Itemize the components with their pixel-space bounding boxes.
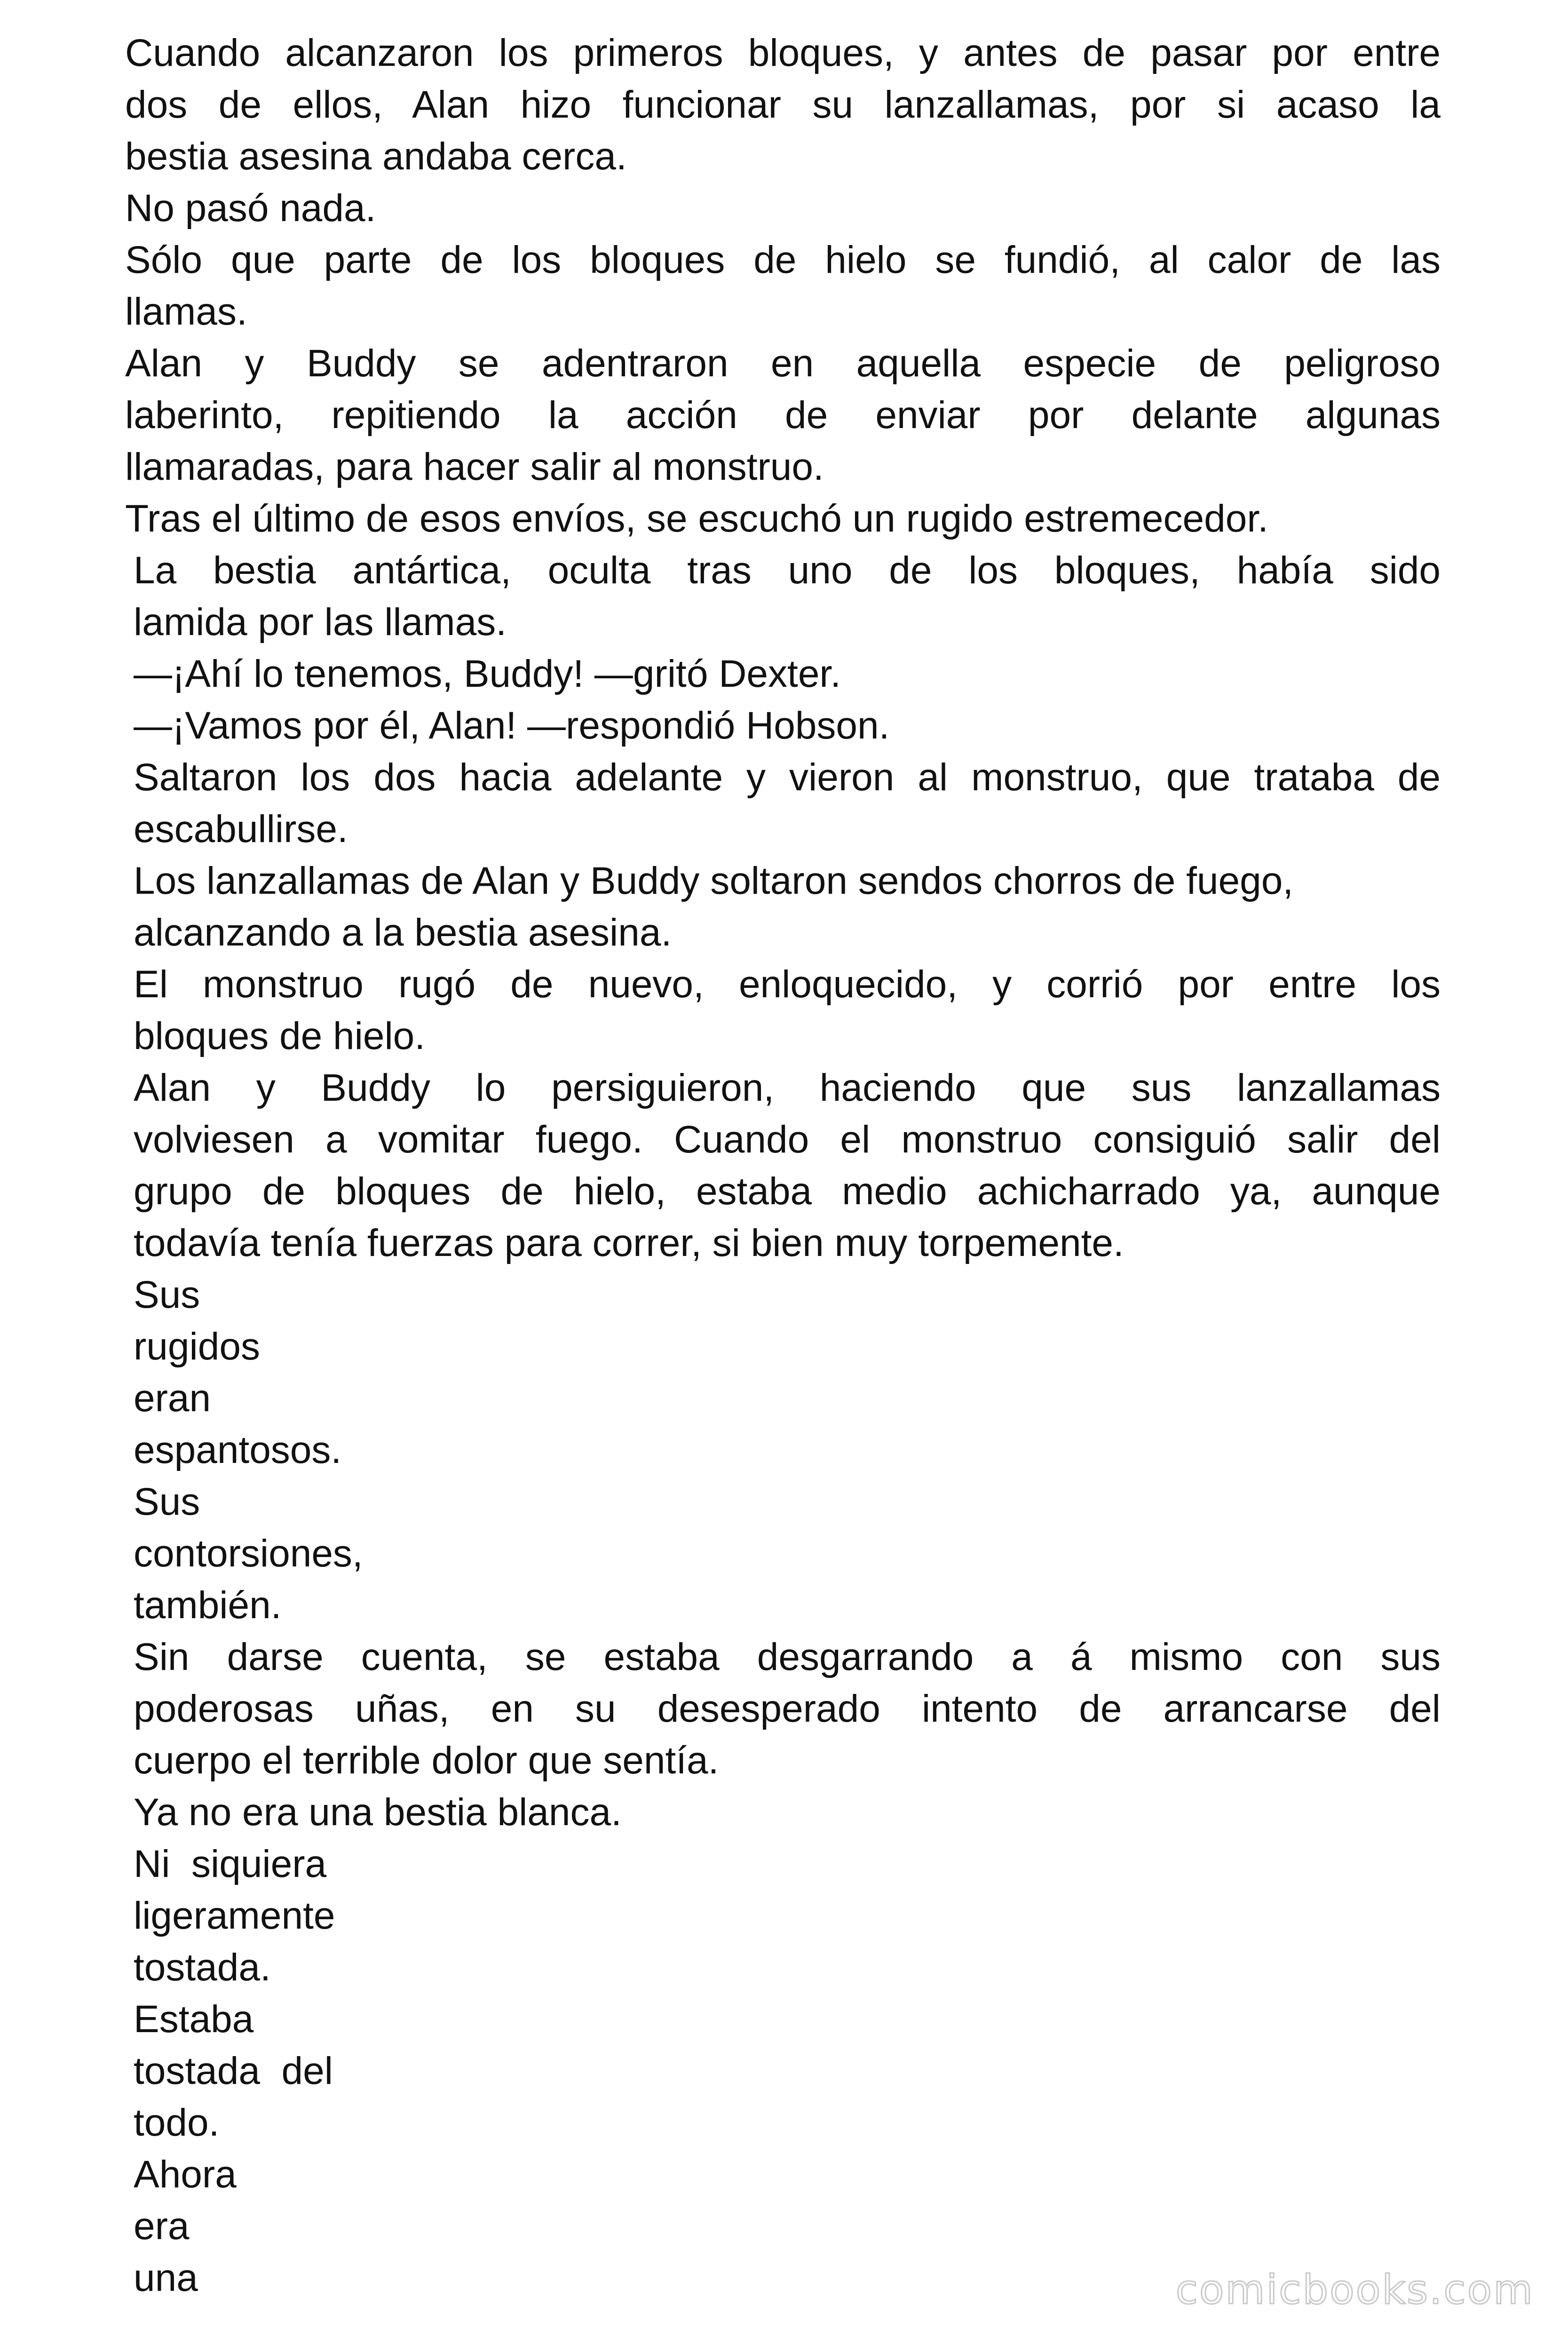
text-line: lamida por las llamas. xyxy=(134,601,507,644)
text-line: llamas. xyxy=(125,290,247,333)
text-line: volviesen a vomitar fuego. Cuando el monstruo consiguió salir del xyxy=(134,1118,1441,1161)
text-line: laberinto, repitiendo la acción de enviar por delante algunas xyxy=(125,394,1441,437)
text-line: —¡Ahí lo tenemos, Buddy! —gritó Dexter. xyxy=(134,652,841,695)
text-line: rugidos xyxy=(134,1325,260,1368)
paragraph xyxy=(134,855,1441,959)
text-line: El monstruo rugó de nuevo, enloquecido, y corrió por entre los xyxy=(134,963,1441,1006)
paragraph xyxy=(134,648,1441,700)
text-line: Ya no era una bestia blanca. xyxy=(134,1791,622,1834)
paragraph xyxy=(125,234,1441,338)
text-line: bloques de hielo. xyxy=(134,1015,426,1057)
paragraph xyxy=(134,1787,1441,1838)
text-line: Estaba xyxy=(134,1998,254,2041)
text-line: Alan y Buddy se adentraron en aquella especie de peligroso xyxy=(125,342,1441,385)
text-line: poderosas uñas, en su desesperado intento de arrancarse del xyxy=(134,1687,1441,1730)
text-line: bestia asesina andaba cerca. xyxy=(125,135,627,178)
text-line: era xyxy=(134,2205,190,2248)
text-line: Sin darse cuenta, se estaba desgarrando a á mismo con sus xyxy=(134,1636,1441,1678)
text-line: llamaradas, para hacer salir al monstruo. xyxy=(125,445,824,488)
text-line: —¡Vamos por él, Alan! —respondió Hobson. xyxy=(134,704,890,747)
text-line: también. xyxy=(134,1584,282,1627)
watermark: comicbooks.com xyxy=(1175,2266,1534,2313)
paragraph xyxy=(134,1476,1441,1631)
text-line: tostada. xyxy=(134,1946,271,1989)
text-line: Saltaron los dos hacia adelante y vieron al monstruo, que trataba de xyxy=(134,756,1441,799)
text-line: Sus xyxy=(134,1480,200,1523)
text-line: Ni siquiera xyxy=(134,1843,327,1885)
paragraph xyxy=(134,1994,1441,2149)
text-line: Sólo que parte de los bloques de hielo se fundió, al calor de las xyxy=(125,238,1441,281)
paragraph xyxy=(134,1838,1441,1994)
text-line: Alan y Buddy lo persiguieron, haciendo que sus lanzallamas xyxy=(134,1066,1441,1109)
text-line: tostada del xyxy=(134,2050,333,2092)
text-line: todavía tenía fuerzas para correr, si bien muy torpemente. xyxy=(134,1222,1124,1264)
paragraph xyxy=(134,1062,1441,1269)
text-line: eran xyxy=(134,1377,211,1420)
text-line: ligeramente xyxy=(134,1894,335,1937)
text-line: Tras el último de esos envíos, se escuchó un rugido estremecedor. xyxy=(125,497,1268,540)
text-line: alcanzando a la bestia asesina. xyxy=(134,911,672,954)
text-line: La bestia antártica, oculta tras uno de los bloques, había sido xyxy=(134,549,1441,592)
text-line: Los lanzallamas de Alan y Buddy soltaron sendos chorros de fuego, xyxy=(134,859,1294,902)
text-line: Ahora xyxy=(134,2153,237,2196)
text-line: todo. xyxy=(134,2101,220,2144)
text-line: Sus xyxy=(134,1273,200,1316)
text-line: dos de ellos, Alan hizo funcionar su lanzallamas, por si acaso la xyxy=(125,83,1441,126)
text-line: una xyxy=(134,2257,198,2299)
text-line: espantosos. xyxy=(134,1429,342,1471)
paragraph xyxy=(134,959,1441,1062)
paragraph xyxy=(134,700,1441,752)
paragraph xyxy=(125,493,1441,545)
text-line: No pasó nada. xyxy=(125,187,376,230)
text-line: Cuando alcanzaron los primeros bloques, y antes de pasar por entre xyxy=(125,32,1441,74)
paragraph xyxy=(125,27,1441,183)
text-line: cuerpo el terrible dolor que sentía. xyxy=(134,1739,719,1782)
text-line: contorsiones, xyxy=(134,1532,363,1575)
paragraph xyxy=(134,752,1441,855)
text-line: escabullirse. xyxy=(134,808,348,850)
paragraph xyxy=(134,1269,1441,1476)
paragraph xyxy=(134,545,1441,648)
paragraph xyxy=(125,338,1441,493)
text-line: grupo de bloques de hielo, estaba medio achicharrado ya, aunque xyxy=(134,1170,1441,1213)
paragraph xyxy=(134,1631,1441,1787)
paragraph xyxy=(125,183,1441,234)
